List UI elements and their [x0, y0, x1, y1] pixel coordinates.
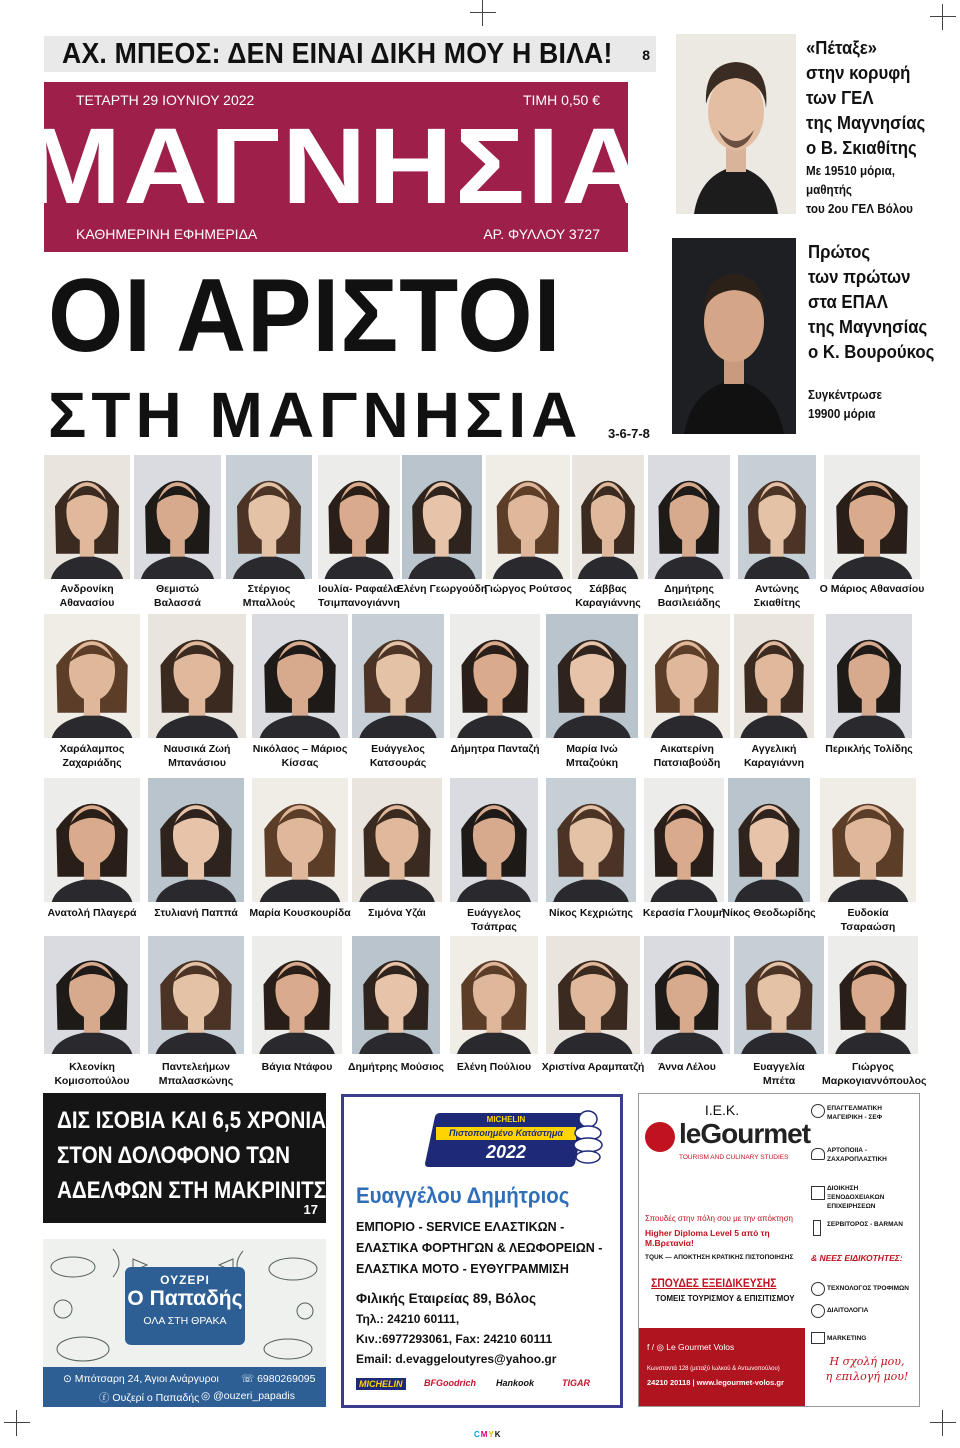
student-photo	[226, 455, 312, 579]
cmyk-mark: CMYK	[474, 1430, 502, 1439]
student-name-line: Μπέτα	[762, 1075, 796, 1087]
student-photo	[450, 778, 538, 902]
student-name	[346, 906, 448, 920]
student-name-line: Ανδρονίκη	[60, 583, 114, 595]
student-photo	[44, 614, 140, 738]
student-name-line: Ευαγγελία	[753, 1061, 805, 1073]
student-name-line: Μπαλλούς	[242, 597, 296, 609]
chef-hat-icon	[645, 1122, 675, 1152]
student-name-line: Περικλής Τολίδης	[825, 743, 913, 755]
student-name-line: Χαράλαμπος	[59, 743, 125, 755]
issue-number: ΑΡ. ΦΥΛΛΟΥ 3727	[483, 226, 600, 242]
side-story-bottom-sub: Συγκέντρωσε 19900 μόρια	[808, 388, 883, 421]
student-name-line: Μπαλασκώνης	[158, 1075, 234, 1087]
student-name-line: Άννα Λέλου	[658, 1061, 716, 1073]
student-photo	[148, 778, 244, 902]
student-name	[822, 1060, 927, 1088]
student-name	[638, 906, 730, 920]
student-photo	[148, 936, 244, 1054]
bottle-icon	[813, 1220, 821, 1236]
student-name	[38, 582, 136, 610]
student-name-line: Ιουλία- Ραφαέλα	[318, 583, 400, 595]
student-name	[246, 742, 354, 770]
student-name	[346, 742, 450, 770]
student-name	[396, 582, 488, 596]
student-photo	[134, 455, 221, 579]
student-name	[142, 742, 252, 770]
student-photo	[44, 936, 140, 1054]
student-name-line: Παντελεήμων	[162, 1061, 230, 1073]
student-photo	[352, 614, 444, 738]
tyre-shop-name: Ευαγγέλου Δημήτριος	[356, 1183, 570, 1208]
legourmet-logo: leGourmet	[679, 1118, 811, 1149]
food-tech-icon	[811, 1282, 825, 1296]
ouzeri-ad[interactable]	[43, 1239, 326, 1407]
student-photo	[728, 778, 810, 902]
student-photo	[824, 455, 920, 579]
student-name-line: Αντώνης	[754, 583, 799, 595]
tyre-phone[interactable]: Τηλ.: 24210 60111,	[356, 1312, 460, 1326]
side-story-bottom[interactable]: Πρώτος των πρώτων στα ΕΠΑΛ της Μαγνησίας ο Κ. Βουρούκος	[808, 242, 935, 362]
student-name	[142, 906, 250, 920]
crop-mark	[930, 4, 956, 30]
student-name-line: Μαρία Ινώ	[566, 743, 618, 755]
murder-page-number: 17	[303, 1202, 318, 1217]
student-name-line: Σκιαθίτης	[753, 597, 801, 609]
student-name-line: Μαρία Κουσκουρίδα	[249, 907, 351, 919]
student-photo	[546, 936, 640, 1054]
murder-story-box[interactable]	[43, 1093, 342, 1223]
student-name	[814, 906, 922, 934]
student-name-line: Δημήτρης Μούσιος	[347, 1061, 445, 1073]
student-photo	[252, 778, 348, 902]
student-name	[38, 906, 146, 920]
masthead	[24, 82, 648, 252]
student-photo	[148, 614, 246, 738]
student-name	[444, 906, 544, 934]
student-name	[818, 582, 926, 596]
student-name	[638, 742, 736, 770]
student-name-line: Κλεονίκη	[69, 1061, 115, 1073]
student-name-line: Πατσιαβούδη	[653, 757, 721, 769]
student-name-line: Κερασία Γλουμή	[642, 907, 726, 919]
issue-date: ΤΕΤΑΡΤΗ 29 ΙΟΥΝΙΟΥ 2022	[76, 92, 255, 108]
tyre-address: Φιλικής Εταιρείας 89, Βόλος	[356, 1291, 537, 1306]
legourmet-left-column: Ι.Ε.Κ. leGourmet TOURISM AND CULINARY STUDIES Σπουδές στην πόλη σου με την απόκτηση Higher Diploma Level 5 από τη Μ.Βρετανία! TQUK — ΑΠΟΚΤΗΣΗ ΚΡΑΤΙΚΗΣ ΠΙΣΤΟΠΟΙΗΣΗΣ ΣΠΟΥΔΕΣ ΕΞΕΙΔΙΚΕΥΣΗΣ ΤΟΜΕΙΣ ΤΟΥΡΙΣΜΟΥ & ΕΠΙΣΙΤΙΣΜΟΥ f / ◎ Le Gourmet Volos Κωνσταντά 128 (μεταξύ Ιωλκού & Αντωνοπούλου) 24210 20118 | www.legourmet-volos.gr	[639, 1094, 805, 1406]
student-name-line: Ευδοκία	[847, 907, 889, 919]
tyre-services: ΕΜΠΟΡΙΟ - SERVICE ΕΛΑΣΤΙΚΩΝ - ΕΛΑΣΤΙΚΑ ΦΟΡΤΗΓΩΝ & ΛΕΩΦΟΡΕΙΩΝ - ΕΛΑΣΤΙΚΑ ΜΟΤΟ - ΕΥΘΥΓΡΑΜΜΙΣΗ	[356, 1220, 603, 1276]
student-name	[540, 906, 642, 920]
student-name-line: Αικατερίνη	[660, 743, 714, 755]
newspaper-title: ΜΑΓΝΗΣΙΑ	[24, 105, 648, 226]
portrait-photo-top[interactable]	[676, 34, 796, 214]
michelin-man-icon	[570, 1109, 606, 1169]
murder-headline: ΔΙΣ ΙΣΟΒΙΑ ΚΑΙ 6,5 ΧΡΟΝΙΑ ΣΤΟΝ ΔΟΛΟΦΟΝΟ ΤΩΝ ΑΔΕΛΦΩΝ ΣΤΗ ΜΑΚΡΙΝΙΤΣΑ	[57, 1107, 342, 1204]
student-name-line: Χριστίνα Αραμπατζή	[541, 1061, 645, 1073]
student-name-line: Μπανάσιου	[168, 757, 226, 769]
student-photo	[644, 614, 730, 738]
iek-label: Ι.Ε.Κ.	[704, 1102, 740, 1118]
tyre-mobile[interactable]: Κιν.:6977293061, Fax: 24210 60111	[356, 1332, 553, 1346]
student-name	[444, 742, 546, 756]
student-photo	[252, 614, 348, 738]
hotel-icon	[811, 1186, 825, 1200]
student-name	[820, 742, 918, 756]
student-photo	[546, 778, 636, 902]
student-name-line: Ναυσικά Ζωή	[163, 743, 231, 755]
student-photo	[826, 614, 912, 738]
brand-hankook: Hankook	[496, 1378, 535, 1388]
student-name-line: Σάββας	[589, 583, 627, 595]
student-name-line: Βασιλειάδης	[657, 597, 721, 609]
student-name	[246, 1060, 348, 1074]
ouzeri-logo: ΟΥΖΕΡΙ Ο Παπαδής ΟΛΑ ΣΤΗ ΘΡΑΚΑ	[125, 1267, 245, 1345]
ouzeri-address: Μπότσαρη 24, Άγιοι Ανάργυροι	[74, 1373, 219, 1385]
student-name	[128, 582, 227, 610]
legourmet-slogan: Η σχολή μου, η επιλογή μου!	[825, 1355, 909, 1383]
tyre-contact	[356, 1289, 556, 1369]
student-name-line: Καραγιάννη	[743, 757, 805, 769]
crop-mark	[470, 0, 496, 26]
teaser-headline: ΑΧ. ΜΠΕΟΣ: ΔΕΝ ΕΙΝΑΙ ΔΙΚΗ ΜΟΥ Η ΒΙΛΑ!	[62, 38, 613, 70]
student-name-line: Ελένη Πούλιου	[456, 1061, 532, 1073]
newspaper-subtitle: ΚΑΘΗΜΕΡΙΝΗ ΕΦΗΜΕΡΙΔΑ	[76, 226, 258, 242]
tyre-email[interactable]: Email: d.evaggeloutyres@yahoo.gr	[356, 1352, 557, 1366]
brand-michelin: MICHELIN	[356, 1378, 406, 1390]
student-photo	[648, 455, 730, 579]
student-name-line: Στέργιος	[247, 583, 291, 595]
student-name	[480, 582, 576, 596]
specialty-title: ΣΠΟΥΔΕΣ ΕΞΕΙΔΙΚΕΥΣΗΣ	[651, 1276, 777, 1290]
student-name	[312, 582, 406, 610]
student-name	[566, 582, 650, 610]
student-name-line: Κίσσας	[281, 757, 319, 769]
student-name-line: Δήμητρα Πανταζή	[450, 743, 540, 755]
student-photo	[644, 778, 724, 902]
ouzeri-facebook: Ουζερί ο Παπαδής	[112, 1392, 200, 1404]
teaser-strip[interactable]	[44, 36, 656, 72]
student-photo	[734, 936, 824, 1054]
student-name-line: Αθανασίου	[59, 597, 115, 609]
bread-icon	[811, 1148, 825, 1160]
student-name-line: Γιώργος	[852, 1061, 894, 1073]
ouzeri-contact-bar: ⊙ Μπότσαρη 24, Άγιοι Ανάργυροι ☏ 6980269095 ⓕ Ουζερί ο Παπαδής ◎ @ouzeri_papadis	[43, 1367, 326, 1407]
student-photo	[252, 936, 342, 1054]
student-name	[642, 582, 736, 610]
student-name-line: Ανατολή Πλαγερά	[47, 907, 137, 919]
student-name-line: Γιώργος Ρούτσος	[484, 583, 572, 595]
student-name	[38, 1060, 146, 1088]
ouzeri-phone: 6980269095	[257, 1373, 316, 1385]
student-photo	[486, 455, 570, 579]
student-name-line: Ευάγγελος	[371, 743, 425, 755]
student-photo	[546, 614, 638, 738]
student-name-line: Ο Μάριος Αθανασίου	[819, 583, 925, 595]
megaphone-icon	[811, 1332, 825, 1344]
student-name	[246, 906, 354, 920]
student-photo	[450, 936, 538, 1054]
ouzeri-instagram: @ouzeri_papadis	[213, 1390, 295, 1402]
student-name-line: Θεμιστώ	[156, 583, 199, 595]
student-name-line: Στυλιανή Παππά	[154, 907, 238, 919]
student-photo	[450, 614, 540, 738]
student-name-line: Μαρκογιαννόπουλος	[822, 1075, 927, 1087]
student-name-line: Καραγιάννης	[575, 597, 641, 609]
student-name-line: Κομισοπούλου	[54, 1075, 130, 1087]
student-name-line: Νίκος Κεχριώτης	[549, 907, 633, 919]
student-name-line: Ζαχαριάδης	[62, 757, 122, 769]
main-headline[interactable]: ΟΙ ΑΡΙΣΤΟΙ	[48, 258, 562, 374]
student-name-line: Νικόλαος – Μάριος	[252, 743, 348, 755]
student-name	[722, 906, 816, 920]
student-name-line: Αγγελική	[751, 743, 797, 755]
new-programs-title: & ΝΕΕΣ ΕΙΔΙΚΟΤΗΤΕΣ:	[811, 1253, 903, 1263]
student-photo	[44, 778, 140, 902]
student-photo	[402, 455, 482, 579]
student-photo	[352, 778, 442, 902]
issue-price: ΤΙΜΗ 0,50 €	[522, 92, 600, 108]
student-photo	[572, 455, 644, 579]
student-photo	[44, 455, 130, 579]
portrait-photo-bottom[interactable]	[672, 238, 796, 434]
michelin-badge: MICHELIN Πιστοποιημένο Κατάστημα 2022	[430, 1109, 608, 1171]
main-headline-line2[interactable]: ΣΤΗ ΜΑΓΝΗΣΙΑ	[48, 379, 583, 451]
student-name	[346, 1060, 446, 1074]
ouzeri-name: Ο Παπαδής	[127, 1287, 243, 1310]
student-name	[728, 742, 820, 770]
brand-tigar: TIGAR	[562, 1378, 590, 1388]
student-name-line: Νίκος Θεοδωρίδης	[722, 907, 816, 919]
tyre-brands-row	[350, 1373, 616, 1395]
student-name-line: Τσιμπανογιάννη	[318, 597, 400, 609]
student-photo	[828, 936, 918, 1054]
student-name	[142, 1060, 250, 1088]
student-photo	[738, 455, 816, 579]
student-name-line: Ευάγγελος Τσάπρας	[467, 907, 521, 933]
legourmet-phone[interactable]: 24210 20118 | www.legourmet-volos.gr	[647, 1378, 784, 1387]
student-photo	[644, 936, 730, 1054]
student-name-line: Βάγια Ντάφου	[261, 1061, 333, 1073]
legourmet-ad[interactable]: Ι.Ε.Κ. leGourmet TOURISM AND CULINARY STUDIES Σπουδές στην πόλη σου με την απόκτηση Higher Diploma Level 5 από τη Μ.Βρετανία! TQUK — ΑΠΟΚΤΗΣΗ ΚΡΑΤΙΚΗΣ ΠΙΣΤΟΠΟΙΗΣΗΣ ΣΠΟΥΔΕΣ ΕΞΕΙΔΙΚΕΥΣΗΣ ΤΟΜΕΙΣ ΤΟΥΡΙΣΜΟΥ & ΕΠΙΣΙΤΙΣΜΟΥ f / ◎ Le Gourmet Volos Κωνσταντά 128 (μεταξύ Ιωλκού & Αντωνοπούλου) 24210 20118 | www.legourmet-volos.gr ΕΠΑΓΓΕΛΜΑΤΙΚΗ ΜΑΓΕΙΡΙΚΗ - ΣΕΦ ΑΡΤΟΠΟΙΙΑ - ΖΑΧΑΡΟΠΛΑΣΤΙΚΗ ΔΙΟΙΚΗΣΗ ΞΕΝΟΔΟΧΕΙΑΚΩΝ ΕΠΙΧΕΙΡΗΣΕΩΝ ΣΕΡΒΙΤΟΡΟΣ - BARMAN & ΝΕΕΣ ΕΙΔΙΚΟΤΗΤΕΣ: ΤΕΧΝΟΛΟΓΟΣ ΤΡΟΦΙΜΩΝ ΔΙΑΙΤΟΛΟΓΙΑ MARKETING Η σχολή μου, η επιλογή μου!	[638, 1093, 920, 1407]
student-photo	[352, 936, 440, 1054]
tyre-shop-ad[interactable]	[341, 1094, 623, 1408]
crop-mark	[4, 1410, 30, 1436]
student-name-line: Ελένη Γεωργούδη	[396, 583, 488, 595]
chef-icon	[811, 1104, 825, 1118]
student-name	[38, 742, 146, 770]
legourmet-contact-box: f / ◎ Le Gourmet Volos Κωνσταντά 128 (μεταξύ Ιωλκού & Αντωνοπούλου) 24210 20118 | www.legourmet-volos.gr	[639, 1328, 805, 1406]
student-name-line: Τσαραώση	[840, 921, 896, 933]
side-story-top[interactable]: «Πέταξε» στην κορυφή των ΓΕΛ της Μαγνησίας ο Β. Σκιαθίτης	[806, 38, 926, 158]
student-name-line: Κατσουράς	[369, 757, 427, 769]
student-photo	[820, 778, 916, 902]
student-name	[540, 742, 644, 770]
headline-pages: 3-6-7-8	[608, 426, 650, 441]
student-name-line: Μπαζούκη	[566, 757, 618, 769]
student-photo	[734, 614, 814, 738]
student-name-line: Δημήτρης	[664, 583, 714, 595]
brand-bfgoodrich: BFGoodrich	[424, 1378, 476, 1388]
student-name-line: Βαλασσά	[153, 597, 202, 609]
badge-year: 2022	[485, 1142, 527, 1162]
student-name-line: Σιμόνα Υζάι	[368, 907, 426, 919]
student-photo	[318, 455, 400, 579]
crop-mark	[930, 1410, 956, 1436]
student-name	[220, 582, 318, 610]
teaser-page-number: 8	[642, 47, 650, 63]
student-name	[732, 582, 822, 610]
student-name	[444, 1060, 544, 1074]
student-name	[638, 1060, 736, 1074]
student-name	[540, 1060, 646, 1074]
apple-icon	[811, 1304, 825, 1318]
side-story-top-sub: Με 19510 μόρια, μαθητής του 2ου ΓΕΛ Βόλου	[806, 164, 913, 216]
student-name	[728, 1060, 830, 1088]
